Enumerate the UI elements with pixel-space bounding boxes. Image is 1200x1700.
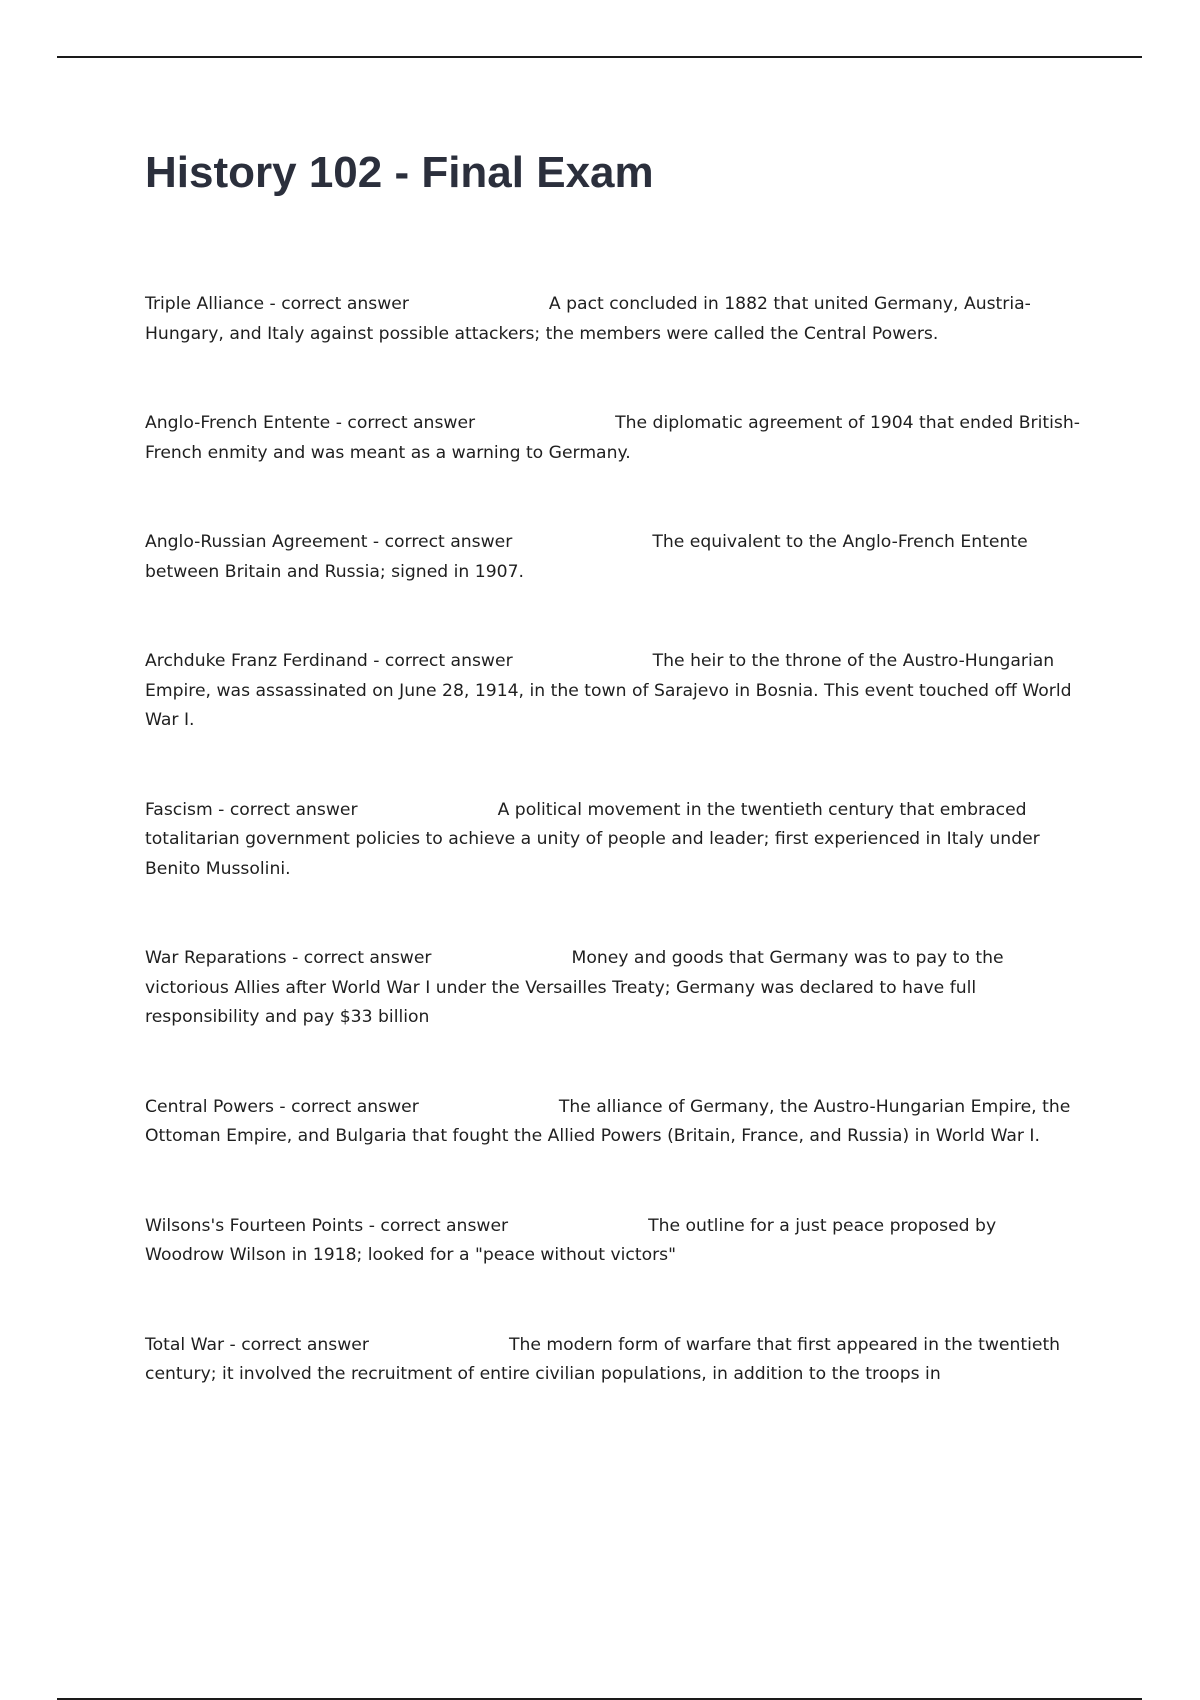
entry-definition: The heir to the throne of the Austro-Hungarian Empire, was assassinated on June 28, 1914, in the town of Sarajevo in Bosnia. This event touched off World War I. <box>145 651 1072 730</box>
entry-list <box>145 290 1080 1450</box>
entry-definition: The diplomatic agreement of 1904 that ended British-French enmity and was meant as a warning to Germany. <box>145 413 1080 463</box>
entry-term: Central Powers - correct answer <box>145 1096 419 1117</box>
entry <box>145 409 1080 468</box>
entry <box>145 1093 1080 1152</box>
entry-term: Fascism - correct answer <box>145 799 358 820</box>
entry-definition: A pact concluded in 1882 that united Germany, Austria-Hungary, and Italy against possible attackers; the members were called the Central Powers. <box>145 294 1031 344</box>
entry <box>145 528 1080 587</box>
entry-term: Wilsons's Fourteen Points - correct answer <box>145 1215 509 1236</box>
entry <box>145 647 1080 736</box>
entry <box>145 1331 1080 1390</box>
entry-definition: The outline for a just peace proposed by Woodrow Wilson in 1918; looked for a "peace without victors" <box>145 1215 997 1265</box>
entry <box>145 944 1080 1033</box>
entry-definition: The equivalent to the Anglo-French Entente between Britain and Russia; signed in 1907. <box>145 532 1028 582</box>
entry-term: Total War - correct answer <box>145 1334 369 1355</box>
entry <box>145 1212 1080 1271</box>
entry-definition: Money and goods that Germany was to pay to the victorious Allies after World War I under the Versailles Treaty; Germany was declared to have full responsibility and pay $33 billion <box>145 948 1004 1027</box>
entry <box>145 290 1080 349</box>
entry-definition: The alliance of Germany, the Austro-Hungarian Empire, the Ottoman Empire, and Bulgaria that fought the Allied Powers (Britain, France, and Russia) in World War I. <box>145 1096 1071 1146</box>
entry-term: Archduke Franz Ferdinand - correct answer <box>145 651 513 671</box>
entry-term: War Reparations - correct answer <box>145 948 432 968</box>
entry-term: Anglo-Russian Agreement - correct answer <box>145 532 513 552</box>
entry-term: Triple Alliance - correct answer <box>145 294 409 314</box>
entry <box>145 796 1080 885</box>
top-rule <box>57 56 1142 58</box>
entry-definition: The modern form of warfare that first appeared in the twentieth century; it involved the recruitment of entire civilian populations, in addition to the troops in <box>145 1334 1061 1384</box>
entry-definition: A political movement in the twentieth century that embraced totalitarian government policies to achieve a unity of people and leader; first experienced in Italy under Benito Mussolini. <box>145 799 1040 879</box>
entry-term: Anglo-French Entente - correct answer <box>145 413 476 433</box>
page-title: History 102 - Final Exam <box>145 148 654 197</box>
